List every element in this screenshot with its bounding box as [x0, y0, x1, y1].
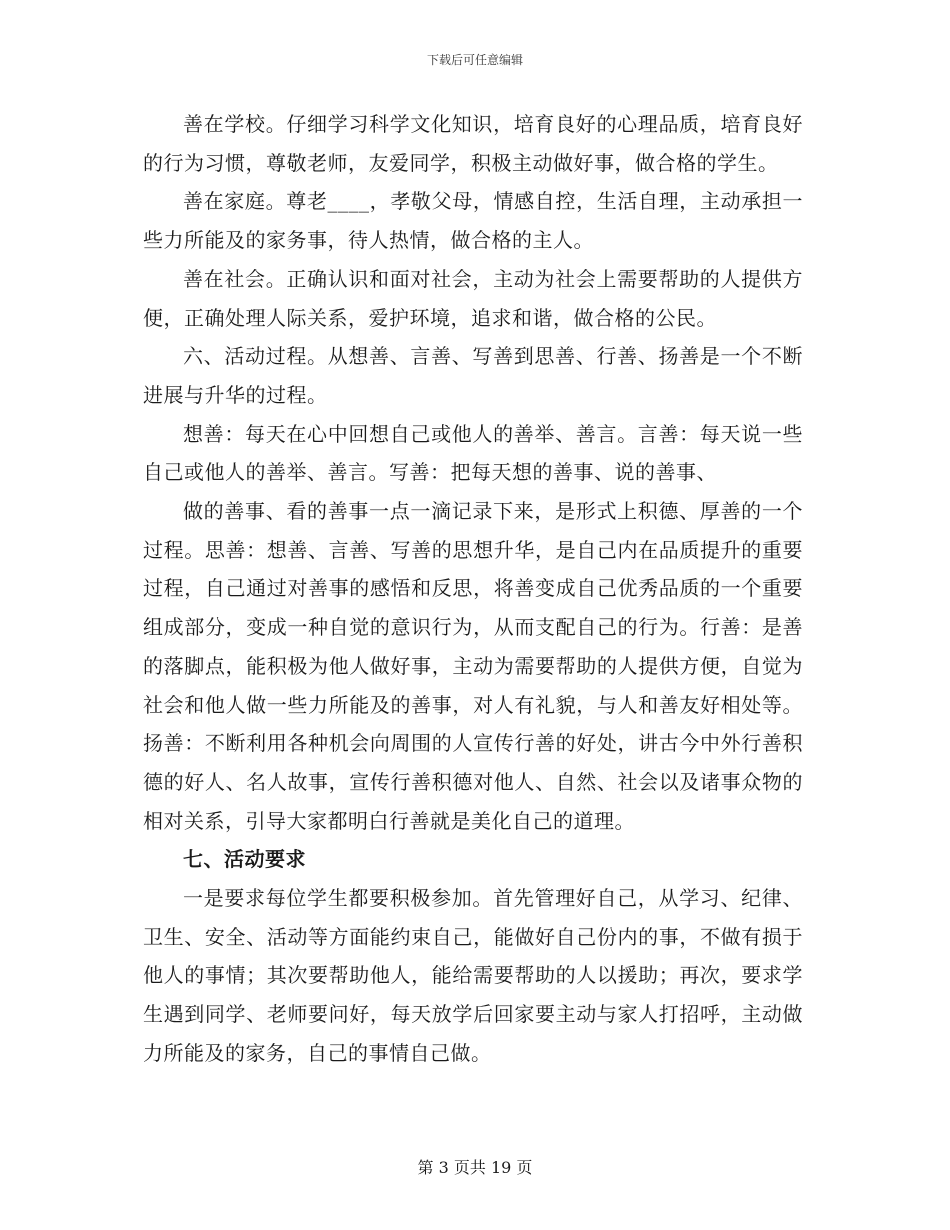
paragraph-do-good: 做的善事、看的善事一点一滴记录下来，是形式上积德、厚善的一个过程。思善：想善、言善、写善的思想升华，是自己内在品质提升的重要过程，自己通过对善事的感悟和反思，将善变成自己优秀品质的一个重要组成部分，变成一种自觉的意识行为，从而支配自己的行为。行善：是善的落脚点，能积极为他人做好事，主动为需要帮助的人提供方便，自觉为社会和他人做一些力所能及的善事，对人有礼貌，与人和善友好相处等。扬善：不断利用各种机会向周围的人宣传行善的好处，讲古今中外行善积德的好人、名人故事，宣传行善积德对他人、自然、社会以及诸事众物的相对关系，引导大家都明白行善就是美化自己的道理。 — [143, 499, 803, 833]
paragraph-school: 善在学校。仔细学习科学文化知识，培育良好的心理品质，培育良好的行为习惯，尊敬老师，友爱同学，积极主动做好事，做合格的学生。 — [143, 112, 803, 175]
paragraph-requirements: 一是要求每位学生都要积极参加。首先管理好自己，从学习、纪律、卫生、安全、活动等方面能约束自己，能做好自己份内的事，不做有损于他人的事情；其次要帮助他人，能给需要帮助的人以援助；再次，要求学生遇到同学、老师要问好，每天放学后回家要主动与家人打招呼，主动做力所能及的家务，自己的事情自己做。 — [143, 886, 803, 1065]
page-header: 下载后可任意编辑 — [426, 53, 523, 67]
paragraph-family: 善在家庭。尊老____，孝敬父母，情感自控，生活自理，主动承担一些力所能及的家务事，待人热情，做合格的主人。 — [143, 189, 803, 253]
page-number-footer: 第 3 页共 19 页 — [417, 1158, 533, 1177]
document-body — [143, 105, 803, 1073]
paragraph-society: 善在社会。正确认识和面对社会，主动为社会上需要帮助的人提供方便，正确处理人际关系，爱护环境，追求和谐，做合格的公民。 — [143, 266, 803, 330]
section-heading-requirements: 七、活动要求 — [183, 847, 306, 872]
paragraph-activity-process: 六、活动过程。从想善、言善、写善到思善、行善、扬善是一个不断进展与升华的过程。 — [143, 344, 803, 407]
paragraph-think-good: 想善：每天在心中回想自己或他人的善举、善言。言善：每天说一些自己或他人的善举、善言。写善：把每天想的善事、说的善事、 — [143, 421, 803, 485]
